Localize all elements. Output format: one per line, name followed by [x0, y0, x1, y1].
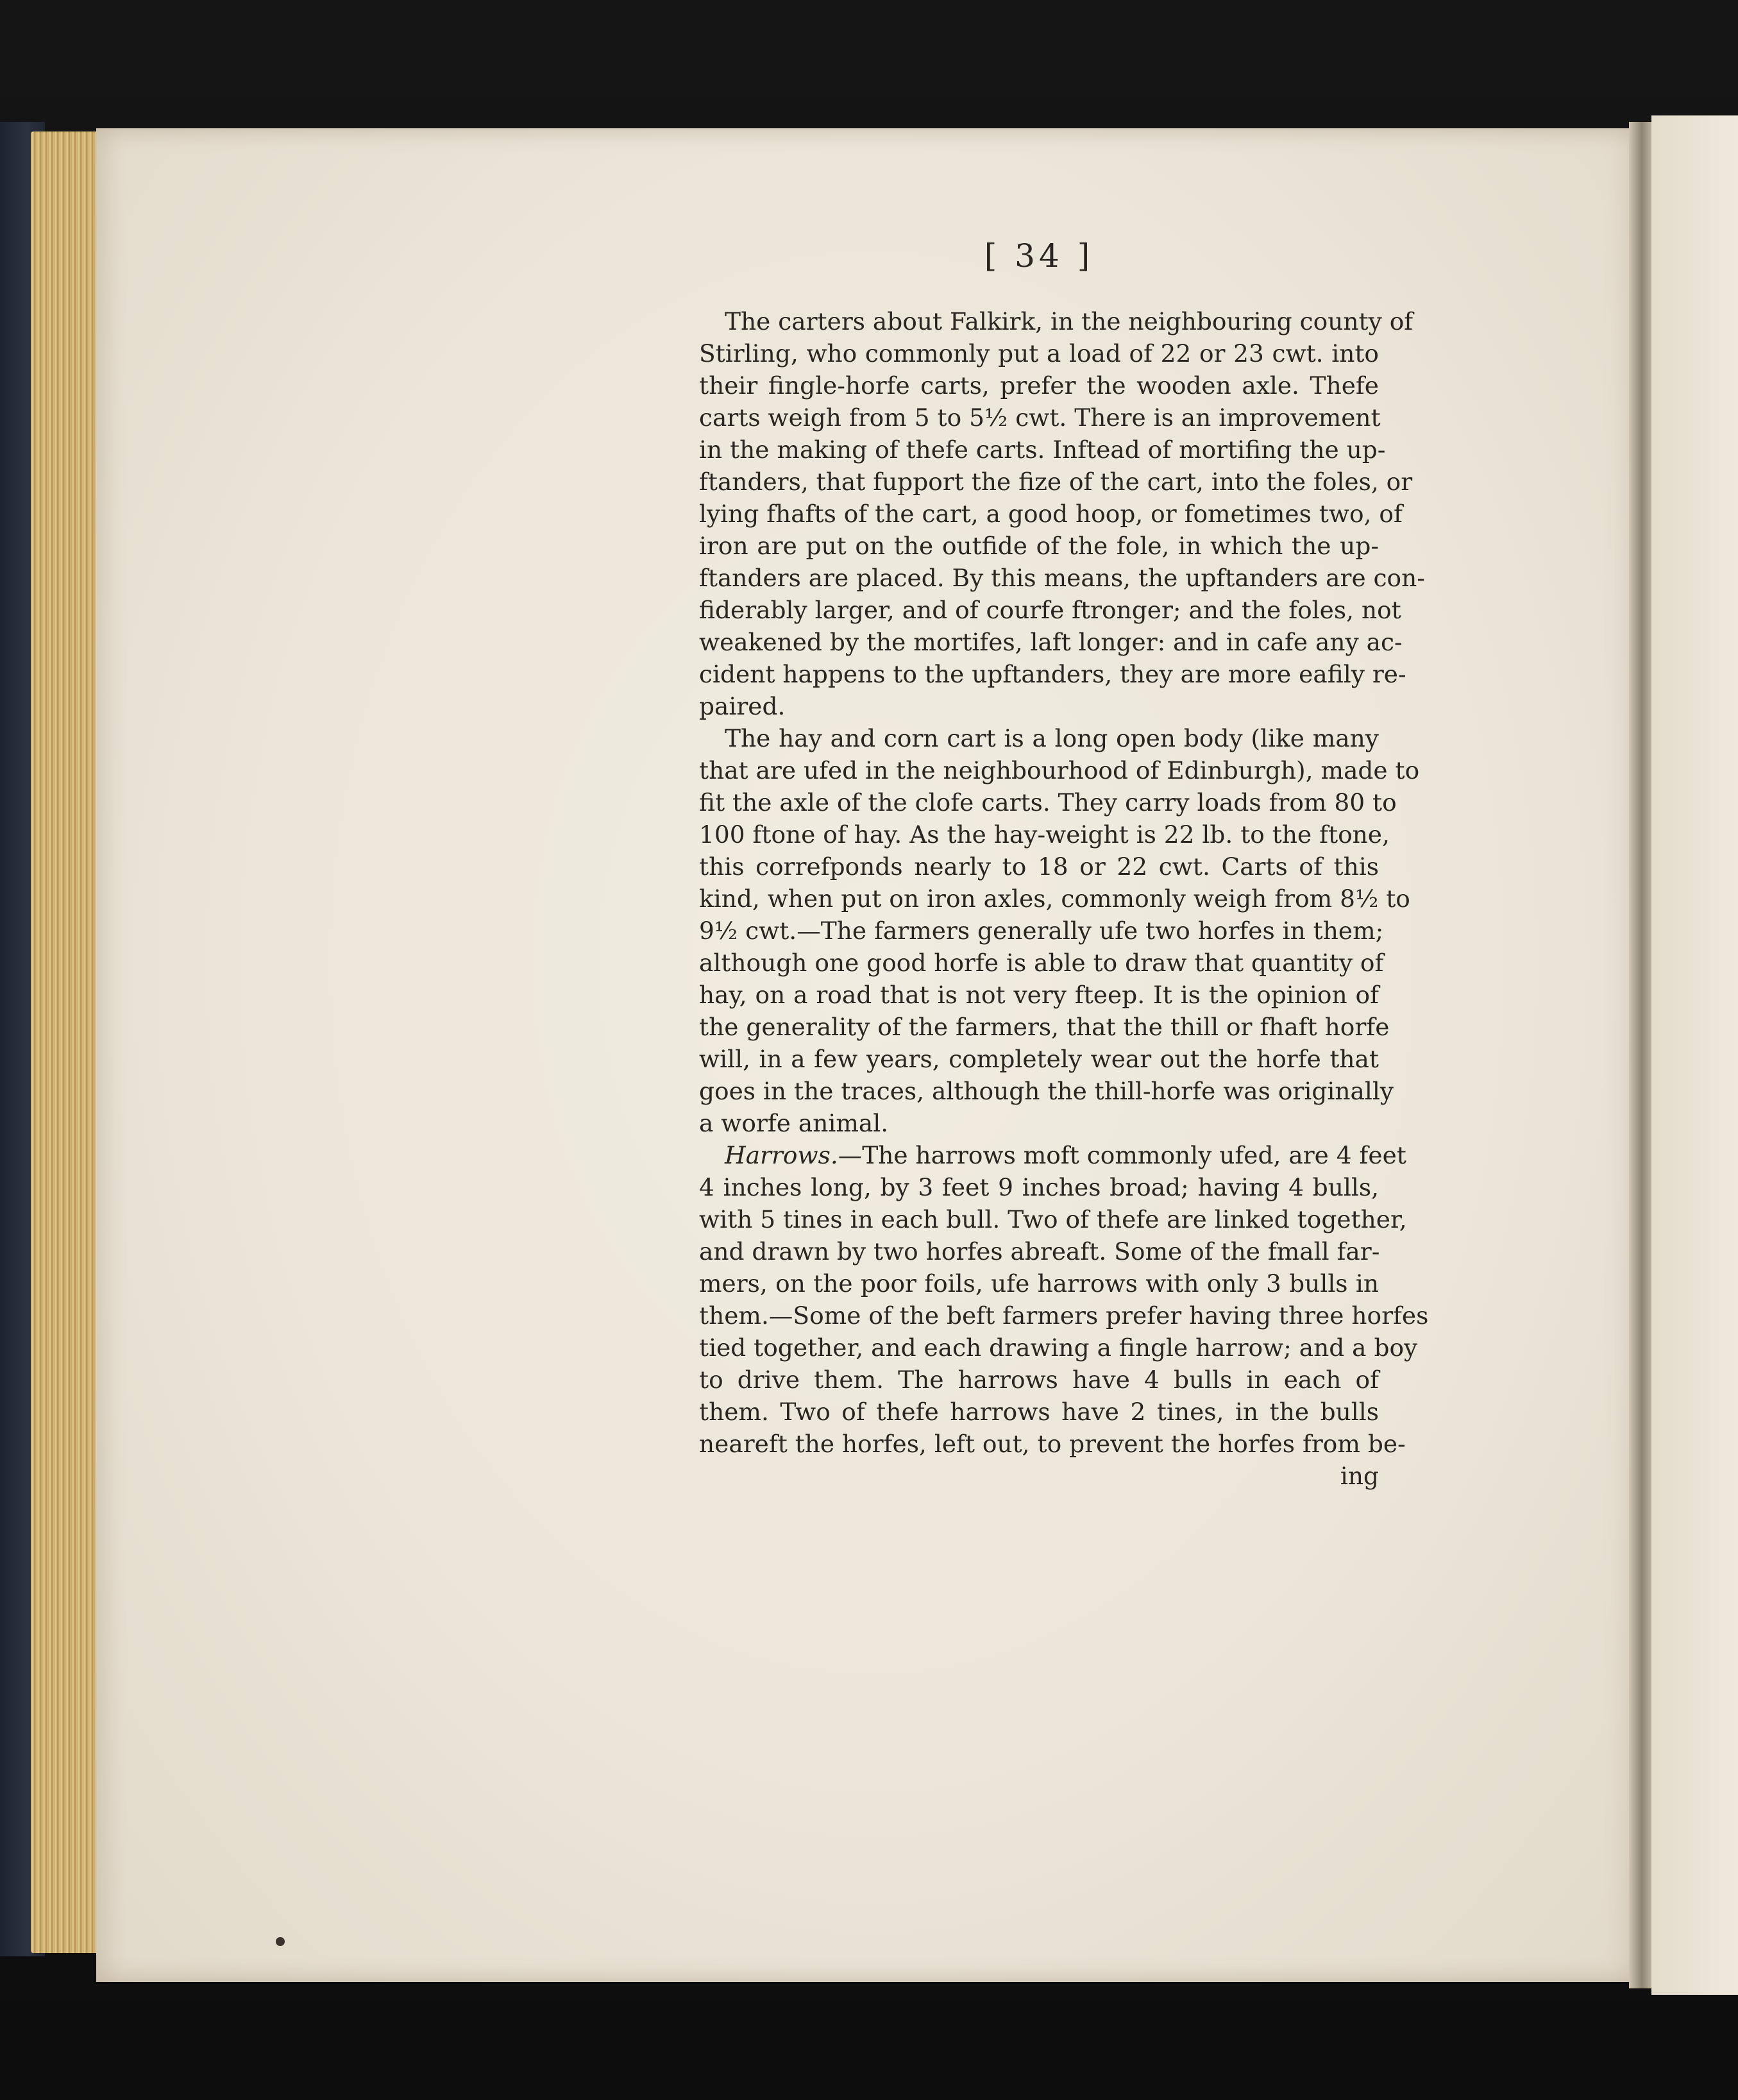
text-line: hay, on a road that is not very fteep. It is the opinion of	[699, 981, 1379, 1009]
harrows-heading-line	[699, 1139, 1406, 1171]
text-line: that are ufed in the neighbourhood of Edinburgh), made to	[699, 756, 1420, 784]
text-line: The carters about Falkirk, in the neighbouring county of	[725, 307, 1413, 335]
text-line: the generality of the farmers, that the thill or fhaft horfe	[699, 1013, 1390, 1041]
text-line: and drawn by two horfes abreaft. Some of the fmall far-	[699, 1237, 1380, 1266]
text-line: weakened by the mortifes, laft longer: and in cafe any ac-	[699, 628, 1403, 656]
text-line: them. Two of thefe harrows have 2 tines, in the bulls	[699, 1398, 1379, 1426]
text-line: in the making of thefe carts. Inftead of mortifing the up-	[699, 436, 1386, 464]
text-line: The hay and corn cart is a long open body (like many	[725, 724, 1379, 752]
text-line: their fingle-horfe carts, prefer the wooden axle. Thefe	[699, 371, 1379, 400]
text-line: mers, on the poor foils, ufe harrows with only 3 bulls in	[699, 1269, 1379, 1298]
text-line: lying fhafts of the cart, a good hoop, or fometimes two, of	[699, 500, 1403, 528]
harrows-first-line: —The harrows moft commonly ufed, are 4 feet	[838, 1141, 1406, 1169]
facing-page-edge	[1651, 115, 1738, 1995]
text-line: goes in the traces, although the thill-horfe was originally	[699, 1077, 1394, 1105]
text-line: 9½ cwt.—The farmers generally ufe two horfes in them;	[699, 917, 1384, 945]
text-line: them.—Some of the beft farmers prefer having three horfes	[699, 1301, 1429, 1330]
text-line: paired.	[699, 692, 786, 720]
text-line: 100 ftone of hay. As the hay-weight is 22 lb. to the ftone,	[699, 820, 1390, 849]
text-line: ftanders are placed. By this means, the upftanders are con-	[699, 564, 1425, 592]
text-line: tied together, and each drawing a fingle harrow; and a boy	[699, 1334, 1418, 1362]
book-gutter	[1629, 122, 1655, 1988]
page-text	[699, 237, 1429, 1492]
catchword: ing	[1340, 1462, 1379, 1490]
page-number: [ 34 ]	[984, 237, 1094, 275]
text-line: iron are put on the outfide of the fole, in which the up-	[699, 532, 1379, 560]
paragraph-block	[699, 305, 1429, 1492]
text-line: fit the axle of the clofe carts. They carry loads from 80 to	[699, 788, 1397, 817]
text-line: 4 inches long, by 3 feet 9 inches broad; having 4 bulls,	[699, 1173, 1379, 1201]
text-line: a worfe animal.	[699, 1109, 889, 1137]
text-line: carts weigh from 5 to 5½ cwt. There is an improvement	[699, 403, 1381, 432]
paper-speck	[276, 1937, 285, 1946]
text-line: to drive them. The harrows have 4 bulls in each of	[699, 1366, 1379, 1394]
text-line: ftanders, that fupport the fize of the cart, into the foles, or	[699, 468, 1413, 496]
text-line: fiderably larger, and of courfe ftronger; and the foles, not	[699, 596, 1401, 624]
text-line: neareft the horfes, left out, to prevent the horfes from be-	[699, 1430, 1406, 1458]
page-edges	[31, 131, 101, 1953]
text-line: Stirling, who commonly put a load of 22 or 23 cwt. into	[699, 339, 1379, 368]
text-line: will, in a few years, completely wear out the horfe that	[699, 1045, 1379, 1073]
harrows-label: Harrows.	[725, 1141, 838, 1169]
text-line: this correfponds nearly to 18 or 22 cwt. Carts of this	[699, 852, 1379, 881]
text-line: although one good horfe is able to draw that quantity of	[699, 949, 1384, 977]
text-line: kind, when put on iron axles, commonly weigh from 8½ to	[699, 885, 1410, 913]
text-line: with 5 tines in each bull. Two of thefe are linked together,	[699, 1205, 1407, 1233]
text-line: cident happens to the upftanders, they are more eafily re-	[699, 660, 1406, 688]
